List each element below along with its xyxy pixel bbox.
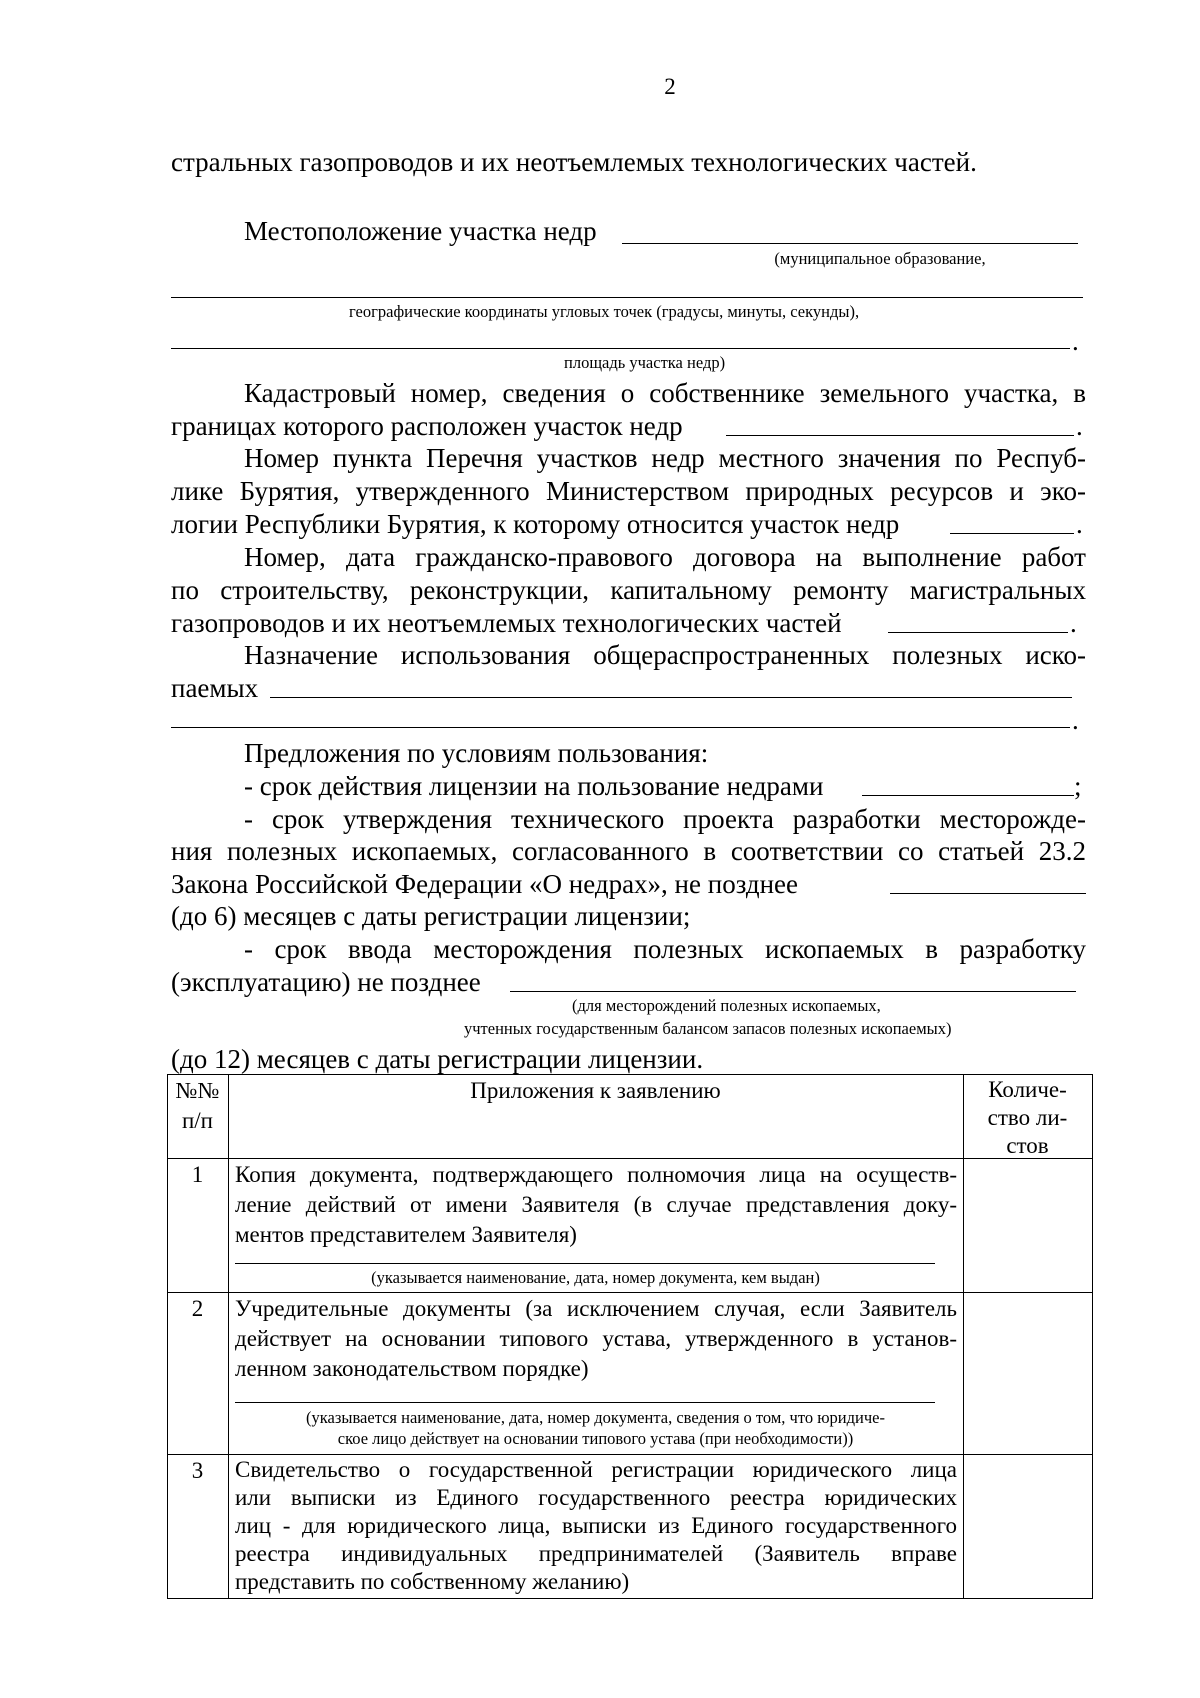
table-border-top	[167, 1074, 1093, 1075]
area-dot: .	[1072, 326, 1079, 356]
purpose-line-1: Назначение использования общераспространенных полезных иско-	[244, 640, 1086, 670]
table-row-2-line-2: действует на основании типового устава, утвержденного в установ-	[235, 1326, 957, 1351]
table-row-3-line-4: реестра индивидуальных предпринимателей (Заявитель вправе	[235, 1541, 957, 1566]
table-row-3-line-3: лиц - для юридического лица, выписки из Единого государственного	[235, 1513, 957, 1538]
cadastral-line-2: границах которого расположен участок недр	[171, 411, 683, 441]
header-num-line-1: №№	[175, 1078, 220, 1103]
continuation-line: стральных газопроводов и их неотъемлемых технологических частей.	[171, 147, 977, 177]
table-border-bottom	[167, 1598, 1093, 1599]
table-row-3-text	[235, 1456, 957, 1596]
contract-end: .	[1070, 608, 1077, 638]
purpose-blank-2[interactable]	[171, 727, 1070, 728]
table-row-2-text	[235, 1294, 957, 1384]
table-border-left	[167, 1074, 168, 1599]
table-header-divider	[167, 1158, 1093, 1159]
header-count-line-3: стов	[1006, 1133, 1049, 1158]
table-row-2-note-1: (указывается наименование, дата, номер документа, сведения о том, что юридиче-	[306, 1408, 885, 1427]
header-num-line-2: п/п	[181, 1108, 213, 1133]
contract-blank[interactable]	[888, 632, 1068, 633]
header-count	[963, 1076, 1092, 1160]
table-row-3-num: 3	[191, 1458, 204, 1483]
perechen-blank[interactable]	[950, 533, 1074, 534]
operation-term-line-1: - срок ввода месторождения полезных ископаемых в разработку	[244, 934, 1086, 964]
header-count-line-2: ство ли-	[987, 1105, 1068, 1130]
table-row-3-line-2: или выписки из Единого государственного реестра юридических	[235, 1485, 957, 1510]
perechen-line-3: логии Республики Бурятия, к которому относится участок недр	[171, 509, 900, 539]
cadastral-blank[interactable]	[726, 435, 1074, 436]
table-row-2-line-1: Учредительные документы (за исключением случая, если Заявитель	[235, 1296, 957, 1321]
table-row-1-blank[interactable]	[235, 1263, 935, 1264]
purpose-end: .	[1072, 705, 1079, 735]
perechen-end: .	[1076, 509, 1083, 539]
cadastral-line-1: Кадастровый номер, сведения о собственнике земельного участка, в	[244, 378, 1086, 408]
table-row-3-count[interactable]	[963, 1456, 1092, 1596]
operation-term-line-2: (эксплуатацию) не позднее	[171, 967, 481, 997]
contract-line-2: по строительству, реконструкции, капитальному ремонту магистральных	[171, 575, 1086, 605]
table-row-divider-2	[167, 1454, 1093, 1455]
location-hint-coordinates: географические координаты угловых точек (градусы, минуты, секунды),	[349, 302, 860, 321]
table-row-2-num: 2	[191, 1296, 204, 1321]
cadastral-end: .	[1076, 411, 1083, 441]
project-term-line-2: ния полезных ископаемых, согласованного в соответствии со статьей 23.2	[171, 836, 1086, 866]
table-row-2-blank[interactable]	[235, 1402, 935, 1403]
table-row-3-line-1: Свидетельство о государственной регистрации юридического лица	[235, 1457, 957, 1482]
location-hint-municipality: (муниципальное образование,	[774, 249, 986, 268]
location-label: Местоположение участка недр	[244, 216, 597, 246]
project-term-line-3: Закона Российской Федерации «О недрах», не позднее	[171, 869, 799, 899]
purpose-blank-1[interactable]	[270, 697, 1072, 698]
appendix-table	[167, 1074, 1093, 1599]
perechen-line-1: Номер пункта Перечня участков недр местного значения по Респуб-	[244, 443, 1086, 473]
license-term-end: ;	[1074, 771, 1082, 801]
operation-hint-2: учтенных государственным балансом запасов полезных ископаемых)	[464, 1019, 952, 1038]
purpose-line-2: паемых	[171, 673, 259, 703]
contract-line-3: газопроводов и их неотъемлемых технологических частей	[171, 608, 842, 638]
table-border-right	[1092, 1074, 1093, 1599]
project-term-line-1: - срок утверждения технического проекта разработки месторожде-	[244, 804, 1086, 834]
contract-line-1: Номер, дата гражданско-правового договора на выполнение работ	[244, 542, 1086, 572]
table-row-1-note: (указывается наименование, дата, номер документа, кем выдан)	[371, 1268, 820, 1287]
operation-term-line-3: (до 12) месяцев с даты регистрации лицензии.	[171, 1044, 704, 1074]
project-term-blank[interactable]	[890, 893, 1086, 894]
table-row-2-count[interactable]	[963, 1294, 1092, 1452]
operation-term-blank[interactable]	[510, 991, 1076, 992]
location-blank[interactable]	[622, 243, 1078, 244]
area-blank[interactable]	[171, 348, 1070, 349]
perechen-line-2: лике Бурятия, утвержденного Министерством природных ресурсов и эко-	[171, 476, 1086, 506]
header-title: Приложения к заявлению	[470, 1078, 721, 1103]
page-number: 2	[664, 74, 676, 99]
license-term-label: - срок действия лицензии на пользование недрами	[244, 771, 824, 801]
table-row-2-line-3: ленном законодательством порядке)	[235, 1356, 589, 1381]
table-row-1-text	[235, 1160, 957, 1250]
coordinates-blank[interactable]	[171, 297, 1083, 298]
table-row-1-line-1: Копия документа, подтверждающего полномочия лица на осуществ-	[235, 1162, 957, 1187]
header-count-line-1: Количе-	[988, 1077, 1067, 1102]
project-term-line-4: (до 6) месяцев с даты регистрации лицензии;	[171, 901, 691, 931]
proposals-title: Предложения по условиям пользования:	[244, 738, 709, 768]
table-row-1-line-3: ментов представителем Заявителя)	[235, 1222, 577, 1247]
header-num	[167, 1076, 228, 1136]
table-row-3-line-5: представить по собственному желанию)	[235, 1569, 630, 1594]
table-row-1-num: 1	[191, 1162, 204, 1187]
table-row-divider-1	[167, 1292, 1093, 1293]
table-col-divider-1	[228, 1074, 229, 1599]
operation-hint-1: (для месторождений полезных ископаемых,	[572, 996, 881, 1015]
table-row-2-note-2: ское лицо действует на основании типового устава (при необходимости))	[337, 1429, 854, 1448]
license-term-blank[interactable]	[862, 795, 1074, 796]
table-row-1-line-2: ление действий от имени Заявителя (в случае представления доку-	[235, 1192, 957, 1217]
table-row-1-count[interactable]	[963, 1160, 1092, 1290]
location-hint-area: площадь участка недр)	[564, 353, 726, 372]
